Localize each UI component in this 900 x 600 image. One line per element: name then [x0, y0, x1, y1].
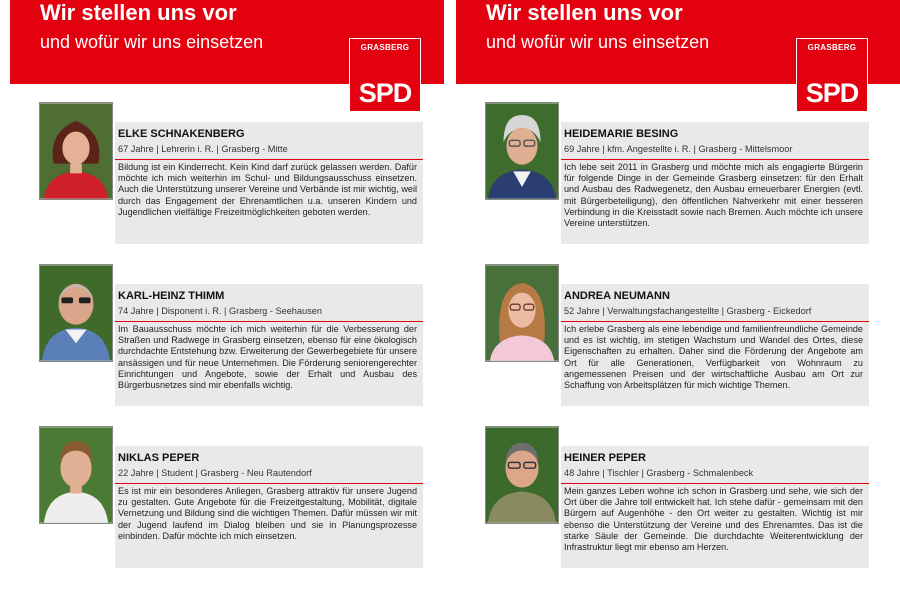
divider [561, 159, 869, 160]
candidate-info [115, 284, 423, 406]
candidate-details: 74 Jahre | Disponent i. R. | Grasberg - Seehausen [118, 306, 322, 316]
candidate-name: NIKLAS PEPER [118, 452, 200, 464]
portrait-man-icon [40, 265, 112, 361]
candidate-photo [39, 426, 113, 524]
candidate-name: HEINER PEPER [564, 452, 646, 464]
candidate-details: 48 Jahre | Tischler | Grasberg - Schmalenbeck [564, 468, 754, 478]
candidate-name: KARL-HEINZ THIMM [118, 290, 225, 302]
divider [561, 321, 869, 322]
candidate-name: ANDREA NEUMANN [564, 290, 670, 302]
logo-town: GRASBERG [360, 43, 410, 52]
logo-party: SPD [805, 78, 859, 108]
page-title: Wir stellen uns vor [486, 0, 683, 25]
candidate-info [561, 122, 869, 244]
candidate-card [485, 102, 869, 244]
candidate-statement: Ich lebe seit 2011 in Grasberg und möchte mich als engagierte Bürgerin für folgende Dinge in der Gemeinde Grasberg einsetzen: für den Erhalt und Ausbau des Radwegenetz, den Ausbau erneuerbarer Energien (evtl. mit Bürgerbeteiligung), den öffentlichen Nahverkehr mit einer besseren Verbindung in die Kreisstadt sowie nach Bremen. Auch möchte ich unsere Vereine unterstützen. [564, 162, 863, 229]
spd-logo [796, 38, 868, 112]
portrait-man-icon [40, 427, 112, 523]
candidate-card [485, 426, 869, 568]
divider [561, 483, 869, 484]
candidate-statement: Ich erlebe Grasberg als eine lebendige und familienfreundliche Gemeinde und es ist wichtig, im stetigen Wachstum und Wandel des Ortes, diese Eigenschaften zu erhalten. Daher sind die Förderung der Angebote am Ort für alle Generationen, Verfügbarkeit von Wohnraum zu angemessenen Preisen und der wirtschaftliche Ausbau am Ort zur Schaffung von Arbeitsplätzen für mich wichtige Themen. [564, 324, 863, 391]
candidate-details: 52 Jahre | Verwaltungsfachangestellte | Grasberg - Eickedorf [564, 306, 812, 316]
candidate-photo [485, 264, 559, 362]
portrait-woman-icon [40, 103, 112, 199]
divider [115, 321, 423, 322]
portrait-woman-icon [486, 103, 558, 199]
candidate-name: ELKE SCHNAKENBERG [118, 128, 245, 140]
portrait-man-icon [486, 427, 558, 523]
logo-town: GRASBERG [807, 43, 857, 52]
candidate-card [39, 426, 423, 568]
candidate-photo [485, 102, 559, 200]
portrait-woman-icon [486, 265, 558, 361]
spd-logo [349, 38, 421, 112]
candidate-statement: Es ist mir ein besonderes Anliegen, Grasberg attraktiv für unsere Jugend zu gestalten. Gute Angebote für die Freizeitgestaltung, Mobilität, digitale Vernetzung und Bildung sind die wichtigen Themen. Dafür müssen wir mit der Jugend laufend im Dialog bleiben und sie in Planungsprozesse einbinden. Dafür möchte ich mich einsetzen. [118, 486, 417, 541]
candidate-details: 67 Jahre | Lehrerin i. R. | Grasberg - Mitte [118, 144, 288, 154]
candidate-card [39, 264, 423, 406]
candidate-statement: Mein ganzes Leben wohne ich schon in Grasberg und sehe, wie sich der Ort über die Jahre toll entwickelt hat. Ich stehe dafür - gemeinsam mit den Bürgern auf Augenhöhe - den Ort weiter zu gestalten. Wichtig ist mir ebenso die Unterstützung der Vereine und des Ehrenamtes. Das ist die starke Säule der Gemeinde. Die durchdachte Weiterentwicklung der Infrastruktur liegt mir ebenso am Herzen. [564, 486, 863, 553]
candidate-photo [39, 102, 113, 200]
page-title: Wir stellen uns vor [40, 0, 237, 25]
logo-party: SPD [358, 78, 412, 108]
candidate-info [115, 446, 423, 568]
divider [115, 159, 423, 160]
candidate-photo [485, 426, 559, 524]
page-subtitle: und wofür wir uns einsetzen [40, 32, 264, 52]
candidate-info [561, 284, 869, 406]
candidate-info [561, 446, 869, 568]
candidate-card [485, 264, 869, 406]
divider [115, 483, 423, 484]
candidate-statement: Im Bauausschuss möchte ich mich weiterhin für die Verbesserung der Straßen und Radwege in Grasberg einsetzen, ebenso für eine ökologisch durchdachte Entstehung bzw. Erweiterung der Gewerbegebiete für unsere ansässigen und für neue Unternehmen. Die Förderung seniorengerechter Einrichtungen und Angebote, sowie der Erhalt und Ausbau des Bürgerbusnetzes sind mir ebenfalls wichtig. [118, 324, 417, 391]
candidate-details: 69 Jahre | kfm. Angestellte i. R. | Grasberg - Mittelsmoor [564, 144, 793, 154]
candidate-photo [39, 264, 113, 362]
candidate-details: 22 Jahre | Student | Grasberg - Neu Rautendorf [118, 468, 312, 478]
page-subtitle: und wofür wir uns einsetzen [486, 32, 710, 52]
candidate-name: HEIDEMARIE BESING [564, 128, 679, 140]
candidate-card [39, 102, 423, 244]
candidate-statement: Bildung ist ein Kinderrecht. Kein Kind darf zurück gelassen werden. Dafür möchte ich mich weiterhin im Schul- und Bildungsausschuss einsetzen. Auch die Unterstützung unserer Vereine und Verbände ist mir wichtig, weil durch das Engagement der Ehrenamtlichen u.a. unseren Kindern und Jugendlichen vielfältige Freizeitmöglichkeiten geboten werden. [118, 162, 417, 217]
candidate-info [115, 122, 423, 244]
